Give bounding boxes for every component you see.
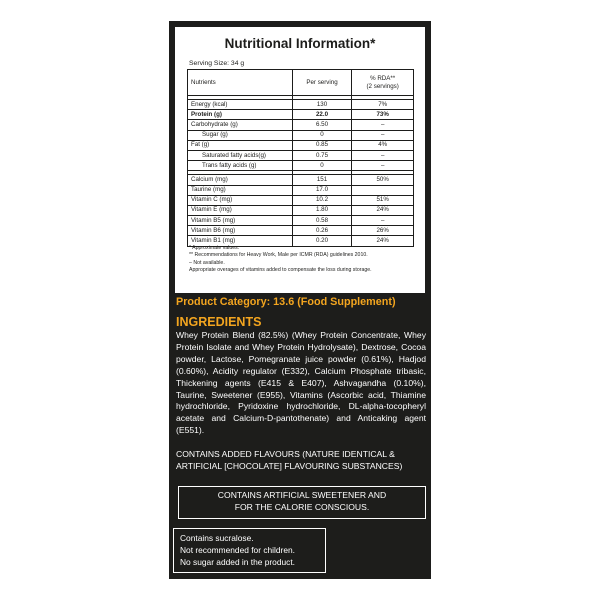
ingredients-text: Whey Protein Blend (82.5%) (Whey Protein Concentrate, Whey Protein Isolate and Whey Protein Hydrolysate), Dextrose, Cocoa powder, Lactose, Pomegranate juice powder (0.61%), Hadjod (0.60%), Acidity regulator (E332), Calcium Phosphate tribasic, Thickening agents (E415 & E407), Ashvagandha (0.10%), Taurine, Sweetener (E955), Vitamins (Ascorbic acid, Thiamine hydrochloride, Pyridoxine hydrochloride, DL-alpha-tocopheryl acetate and Calcium-D-pantothenate) and Anticaking agent (E551). [176,330,426,436]
nutrition-footnotes [189,245,421,275]
header-rda: % RDA** (2 servings) [352,70,414,96]
table-header-row [188,70,414,96]
warning-line: Contains sucralose. [180,533,254,543]
table-row: Energy (kcal) 130 7% [188,100,414,110]
table-row: Vitamin B1 (mg) 0.20 24% [188,236,414,246]
flavours-note: CONTAINS ADDED FLAVOURS (NATURE IDENTICAL & ARTIFICIAL [CHOCOLATE] FLAVOURING SUBSTANCES) [176,449,403,471]
ingredients-title: INGREDIENTS [176,315,262,329]
footnote: – Not available. [189,259,225,266]
table-row: Sugar (g) 0 – [188,130,414,140]
table-row: Carbohydrate (g) 6.50 – [188,120,414,130]
product-category: Product Category: 13.6 (Food Supplement) [176,296,396,308]
header-per-serving: Per serving [292,70,352,96]
warnings-box [173,528,326,573]
sweetener-notice-box [178,486,426,519]
footnote: ** Recommendations for Heavy Work, Male per ICMR (RDA) guidelines 2010. [189,252,368,259]
footnote: Appropriate overages of vitamins added to compensate the loss during storage. [189,267,372,274]
table-row: Fat (g) 0.85 4% [188,140,414,150]
nutrition-table [187,69,414,247]
table-row: Vitamin C (mg) 10.2 51% [188,195,414,205]
table-row: Vitamin E (mg) 1.80 24% [188,205,414,215]
sweetener-line: FOR THE CALORIE CONSCIOUS. [234,501,370,512]
table-row: Taurine (mg) 17.0 [188,185,414,195]
table-row: Trans fatty acids (g) 0 – [188,161,414,171]
table-row: Calcium (mg) 151 50% [188,175,414,185]
nutrition-facts-box [175,27,425,293]
nutrition-title: Nutritional Information* [224,36,376,51]
table-row: Protein (g) 22.0 73% [188,110,414,120]
table-row: Vitamin B6 (mg) 0.26 26% [188,226,414,236]
sweetener-line: CONTAINS ARTIFICIAL SWEETENER AND [217,490,387,500]
serving-size: Serving Size: 34 g [189,60,245,67]
warning-line: No sugar added in the product. [180,557,296,567]
header-nutrients: Nutrients [188,70,293,96]
table-row: Vitamin B5 (mg) 0.58 – [188,216,414,226]
table-row: Saturated fatty acids(g) 0.75 – [188,150,414,160]
warning-line: Not recommended for children. [180,545,295,555]
footnote: * Approximate values. [189,245,240,251]
